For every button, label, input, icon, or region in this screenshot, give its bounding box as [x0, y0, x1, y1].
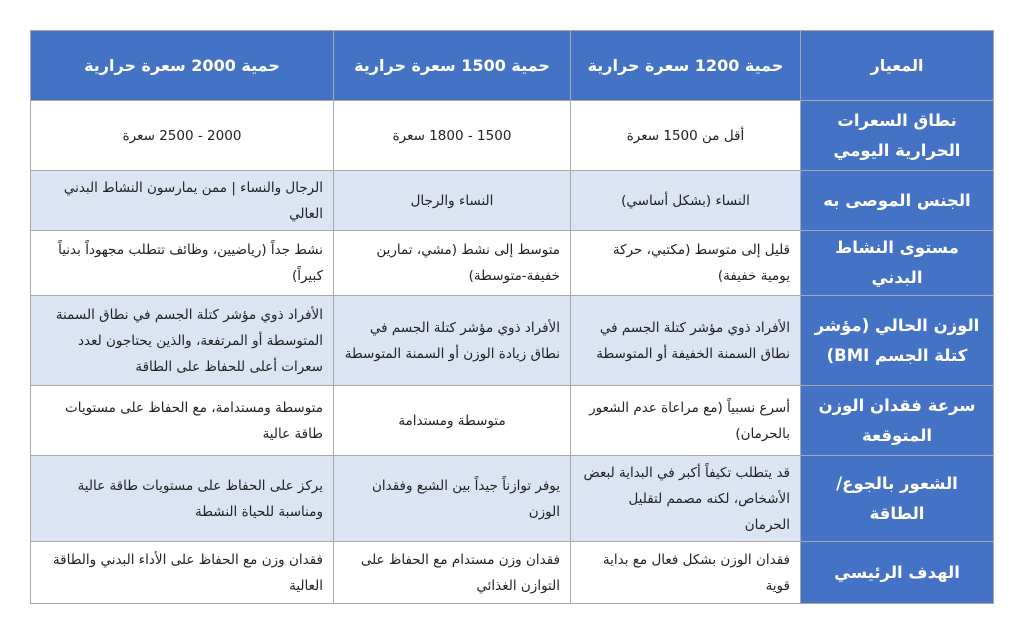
table-cell: فقدان وزن مستدام مع الحفاظ على التوازن الغذائي [334, 542, 571, 604]
table-cell: يركز على الحفاظ على مستويات طاقة عالية ومناسبة للحياة النشطة [31, 456, 334, 542]
row-label: نطاق السعرات الحرارية اليومي [801, 101, 994, 171]
table-cell: قليل إلى متوسط (مكتبي، حركة يومية خفيفة) [571, 231, 801, 296]
table-cell: الرجال والنساء | ممن يمارسون النشاط البدني العالي [31, 171, 334, 231]
table-cell: أسرع نسبياً (مع مراعاة عدم الشعور بالحرمان) [571, 386, 801, 456]
table-cell: نشط جداً (رياضيين، وظائف تتطلب مجهوداً بدنياً كبيراً) [31, 231, 334, 296]
table-cell: الأفراد ذوي مؤشر كتلة الجسم في نطاق زيادة الوزن أو السمنة المتوسطة [334, 296, 571, 386]
row-label: الجنس الموصى به [801, 171, 994, 231]
header-1500: حمية 1500 سعرة حرارية [334, 31, 571, 101]
table-cell: الأفراد ذوي مؤشر كتلة الجسم في نطاق السمنة الخفيفة أو المتوسطة [571, 296, 801, 386]
table-row [31, 171, 994, 231]
table-cell: متوسط إلى نشط (مشي، تمارين خفيفة-متوسطة) [334, 231, 571, 296]
header-row [31, 31, 994, 101]
table-cell: النساء (بشكل أساسي) [571, 171, 801, 231]
header-2000: حمية 2000 سعرة حرارية [31, 31, 334, 101]
table-cell: متوسطة ومستدامة، مع الحفاظ على مستويات طاقة عالية [31, 386, 334, 456]
table-cell: فقدان وزن مع الحفاظ على الأداء البدني والطاقة العالية [31, 542, 334, 604]
header-criterion: المعيار [801, 31, 994, 101]
table-row [31, 386, 994, 456]
header-1200: حمية 1200 سعرة حرارية [571, 31, 801, 101]
row-label: مستوى النشاط البدني [801, 231, 994, 296]
table-row [31, 101, 994, 171]
table-cell: أقل من 1500 سعرة [571, 101, 801, 171]
table-row [31, 231, 994, 296]
row-label: الوزن الحالي (مؤشر كتلة الجسم BMI) [801, 296, 994, 386]
table-cell: قد يتطلب تكيفاً أكبر في البداية لبعض الأشخاص، لكنه مصمم لتقليل الحرمان [571, 456, 801, 542]
table-row [31, 542, 994, 604]
table-cell: فقدان الوزن بشكل فعال مع بداية قوية [571, 542, 801, 604]
row-label: الشعور بالجوع/الطاقة [801, 456, 994, 542]
table-row [31, 296, 994, 386]
table-cell: النساء والرجال [334, 171, 571, 231]
table-cell: يوفر توازناً جيداً بين الشبع وفقدان الوزن [334, 456, 571, 542]
row-label: الهدف الرئيسي [801, 542, 994, 604]
table-cell: 1500 - 1800 سعرة [334, 101, 571, 171]
comparison-table-container [30, 30, 993, 604]
table-cell: الأفراد ذوي مؤشر كتلة الجسم في نطاق السمنة المتوسطة أو المرتفعة، والذين يحتاجون لعدد سعرات أعلى للحفاظ على الطاقة [31, 296, 334, 386]
diet-comparison-table [30, 30, 994, 604]
table-cell: 2000 - 2500 سعرة [31, 101, 334, 171]
row-label: سرعة فقدان الوزن المتوقعة [801, 386, 994, 456]
table-row [31, 456, 994, 542]
table-cell: متوسطة ومستدامة [334, 386, 571, 456]
